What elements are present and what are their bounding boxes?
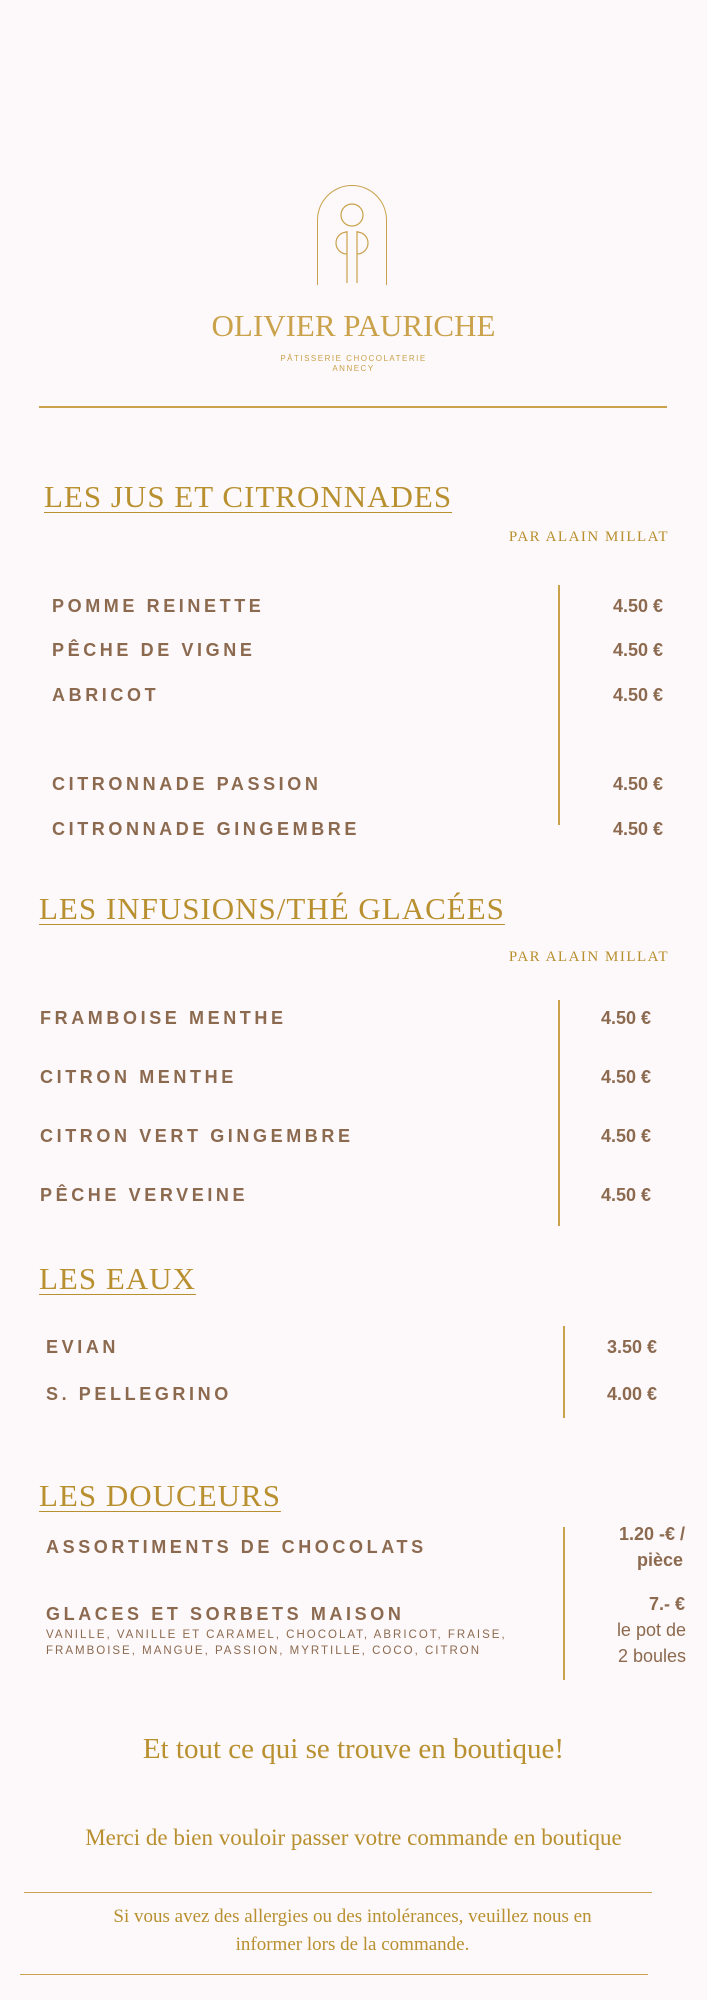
section-title-infusions: LES INFUSIONS/THÉ GLACÉES [39, 891, 505, 926]
menu-item-price: 7.- € [648, 1594, 685, 1614]
menu-item-name: POMME REINETTE [52, 596, 265, 616]
header-divider [39, 406, 667, 408]
brand-subtitle: PÂTISSERIE CHOCOLATERIE [280, 354, 427, 363]
menu-item-price: 4.50 € [612, 685, 663, 705]
menu-item-price: 4.50 € [612, 640, 663, 660]
section-subtitle-infusions: PAR ALAIN MILLAT [508, 949, 669, 965]
footer-divider-bottom [20, 1974, 648, 1975]
menu-item-name: CITRONNADE GINGEMBRE [52, 819, 361, 839]
section-divider-douceurs [563, 1527, 565, 1680]
menu-item-price: 3.50 € [606, 1337, 657, 1357]
section-title-eaux: LES EAUX [39, 1261, 196, 1296]
menu-item-price: 4.50 € [612, 819, 663, 839]
menu-item-price-note: pièce [636, 1550, 683, 1570]
menu-item-name: CITRON MENTHE [40, 1067, 237, 1087]
menu-item-name: PÊCHE DE VIGNE [52, 640, 256, 660]
menu-item-price: 4.50 € [612, 774, 663, 794]
boutique-note: Et tout ce qui se trouve en boutique! [142, 1733, 565, 1765]
logo-monogram-icon [317, 195, 387, 290]
menu-item-name: ASSORTIMENTS DE CHOCOLATS [46, 1537, 427, 1557]
menu-item-price: 4.50 € [600, 1185, 651, 1205]
section-divider-eaux [563, 1326, 565, 1418]
menu-item-price: 4.00 € [606, 1384, 657, 1404]
allergy-note-line1: Si vous avez des allergies ou des intolérances, veuillez nous en [113, 1906, 592, 1927]
menu-item-name: S. PELLEGRINO [46, 1384, 232, 1404]
section-divider-infusions [558, 1000, 560, 1226]
menu-item-price-note: le pot de [616, 1620, 686, 1640]
brand-name: OLIVIER PAURICHE [211, 308, 496, 343]
menu-item-name: PÊCHE VERVEINE [40, 1185, 249, 1205]
menu-item-name: CITRON VERT GINGEMBRE [40, 1126, 354, 1146]
section-subtitle-jus: PAR ALAIN MILLAT [508, 529, 669, 545]
menu-item-name: EVIAN [46, 1337, 120, 1357]
menu-item-price: 4.50 € [600, 1008, 651, 1028]
menu-item-name: CITRONNADE PASSION [52, 774, 322, 794]
section-title-douceurs: LES DOUCEURS [39, 1478, 281, 1513]
brand-city: ANNECY [332, 364, 375, 373]
menu-item-description: VANILLE, VANILLE ET CARAMEL, CHOCOLAT, ABRICOT, FRAISE, [46, 1629, 507, 1641]
menu-item-price: 1.20 -€ / [618, 1524, 685, 1544]
menu-item-price: 4.50 € [612, 596, 663, 616]
menu-item-name: FRAMBOISE MENTHE [40, 1008, 287, 1028]
section-title-jus: LES JUS ET CITRONNADES [44, 479, 453, 514]
footer-divider-top [24, 1892, 652, 1893]
menu-item-name: GLACES ET SORBETS MAISON [46, 1604, 405, 1624]
menu-item-price-note: 2 boules [617, 1646, 686, 1666]
order-note: Merci de bien vouloir passer votre commande en boutique [85, 1825, 622, 1850]
menu-item-description: FRAMBOISE, MANGUE, PASSION, MYRTILLE, COCO, CITRON [46, 1645, 482, 1657]
section-divider-jus [558, 585, 560, 825]
menu-item-price: 4.50 € [600, 1067, 651, 1087]
allergy-note-line2: informer lors de la commande. [235, 1934, 470, 1955]
menu-item-name: ABRICOT [52, 685, 160, 705]
menu-item-price: 4.50 € [600, 1126, 651, 1146]
